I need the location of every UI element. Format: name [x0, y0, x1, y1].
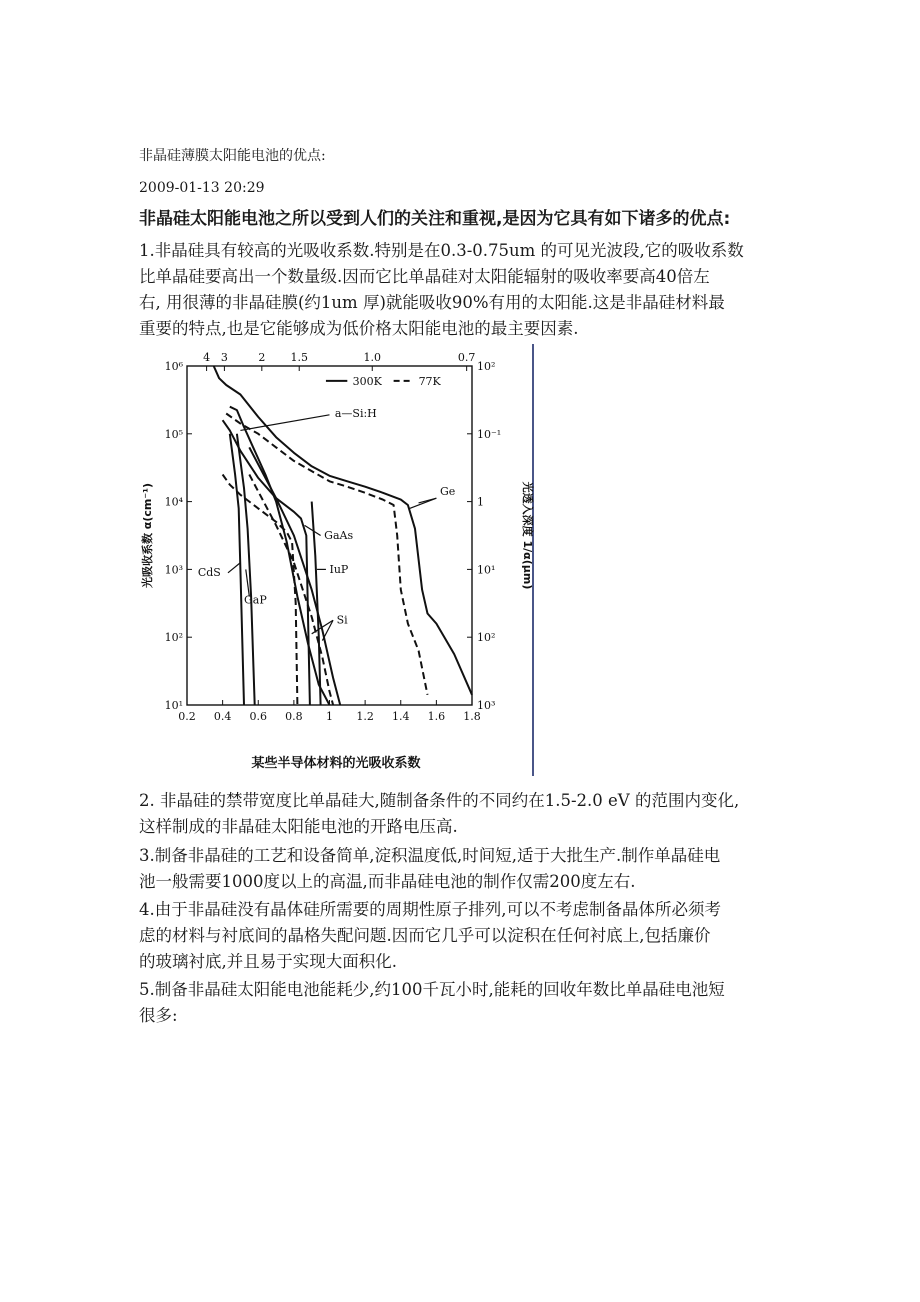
paragraph-line: 3.制备非晶硅的工艺和设备简单,淀积温度低,时间短,适于大批生产.制作单晶硅电 [139, 846, 721, 865]
y-tick-label: 10² [164, 631, 183, 645]
y-tick-label: 10¹ [164, 699, 183, 712]
x-tick-label: 1.8 [463, 710, 481, 723]
y2-tick-label: 10² [477, 360, 496, 373]
y-axis-label: 光吸收系数 α(cm⁻¹) [141, 482, 154, 589]
x-tick-label: 1 [326, 710, 333, 723]
doc-date: 2009-01-13 20:29 [139, 180, 265, 196]
x-top-tick-label: 4 [203, 351, 211, 364]
x-top-tick-label: 1.0 [363, 351, 381, 364]
y2-tick-label: 10⁻¹ [477, 427, 502, 441]
paragraph-line: 池一般需要1000度以上的高温,而非晶硅电池的制作仅需200度左右. [139, 872, 636, 891]
y-tick-label: 10⁴ [164, 495, 183, 509]
paragraph-line: 右, 用很薄的非晶硅膜(约1um 厚)就能吸收90%有用的太阳能.这是非晶硅材料最 [139, 293, 725, 312]
annotation-label: Ge [439, 484, 456, 498]
y-tick-label: 10³ [164, 563, 183, 577]
legend-dashed-label: 77K [418, 374, 441, 388]
annotation-label: IuP [329, 562, 349, 576]
y2-tick-label: 10¹ [477, 563, 496, 577]
y2-tick-label: 10² [477, 631, 496, 645]
x-tick-label: 0.8 [285, 710, 303, 723]
paragraph-2 [139, 788, 799, 840]
paragraph-line: 5.制备非晶硅太阳能电池能耗少,约100千瓦小时,能耗的回收年数比单晶硅电池短 [139, 980, 725, 999]
paragraph-line: 这样制成的非晶硅太阳能电池的开路电压高. [139, 817, 458, 836]
annotation-label: a—Si:H [334, 406, 377, 420]
chart-canvas [136, 340, 538, 778]
annotation-label: CdS [197, 566, 221, 580]
x-tick-label: 0.6 [249, 710, 267, 723]
x-tick-label: 0.2 [178, 710, 196, 723]
paragraph-line: 重要的特点,也是它能够成为低价格太阳能电池的最主要因素. [139, 319, 579, 338]
paragraph-4 [139, 897, 799, 975]
x-top-tick-label: 1.5 [290, 351, 308, 364]
legend-solid-label: 300K [352, 374, 382, 388]
y2-axis-label: 光透入深度 1/α(μm) [521, 481, 534, 590]
absorption-chart [136, 340, 538, 778]
paragraph-line: 2. 非晶硅的禁带宽度比单晶硅大,随制备条件的不同约在1.5-2.0 eV 的范围内变化, [139, 791, 740, 810]
annotation-label: GaP [244, 593, 267, 607]
annotation-label: Si [336, 613, 348, 627]
doc-heading: 非晶硅太阳能电池之所以受到人们的关注和重视,是因为它具有如下诸多的优点: [139, 209, 731, 229]
y2-tick-label: 10³ [477, 699, 496, 712]
x-tick-label: 1.6 [427, 710, 446, 723]
paragraph-line: 虑的材料与衬底间的晶格失配问题.因而它几乎可以淀积在任何衬底上,包括廉价 [139, 926, 711, 945]
y2-tick-label: 1 [477, 495, 484, 509]
paragraph-1 [139, 238, 799, 342]
x-top-tick-label: 3 [220, 351, 228, 364]
doc-title: 非晶硅薄膜太阳能电池的优点: [139, 148, 326, 164]
paragraph-line: 1.非晶硅具有较高的光吸收系数.特别是在0.3-0.75um 的可见光波段,它的吸收系数 [139, 241, 744, 260]
x-top-tick-label: 2 [258, 351, 266, 364]
paragraph-line: 4.由于非晶硅没有晶体硅所需要的周期性原子排列,可以不考虑制备晶体所必须考 [139, 900, 721, 919]
paragraph-3 [139, 843, 799, 895]
chart-title: 某些半导体材料的光吸收系数 [251, 756, 421, 771]
paragraph-5 [139, 977, 799, 1029]
paragraph-line: 的玻璃衬底,并且易于实现大面积化. [139, 952, 397, 971]
annotation-label: GaAs [324, 528, 354, 542]
x-tick-label: 0.4 [213, 710, 232, 723]
x-top-tick-label: 0.7 [457, 351, 476, 364]
y-tick-label: 10⁵ [164, 427, 183, 441]
x-tick-label: 1.2 [356, 710, 374, 723]
x-tick-label: 1.4 [392, 710, 410, 723]
paragraph-line: 比单晶硅要高出一个数量级.因而它比单晶硅对太阳能辐射的吸收率要高40倍左 [139, 267, 710, 286]
paragraph-line: 很多: [139, 1006, 178, 1025]
y-tick-label: 10⁶ [164, 360, 183, 373]
